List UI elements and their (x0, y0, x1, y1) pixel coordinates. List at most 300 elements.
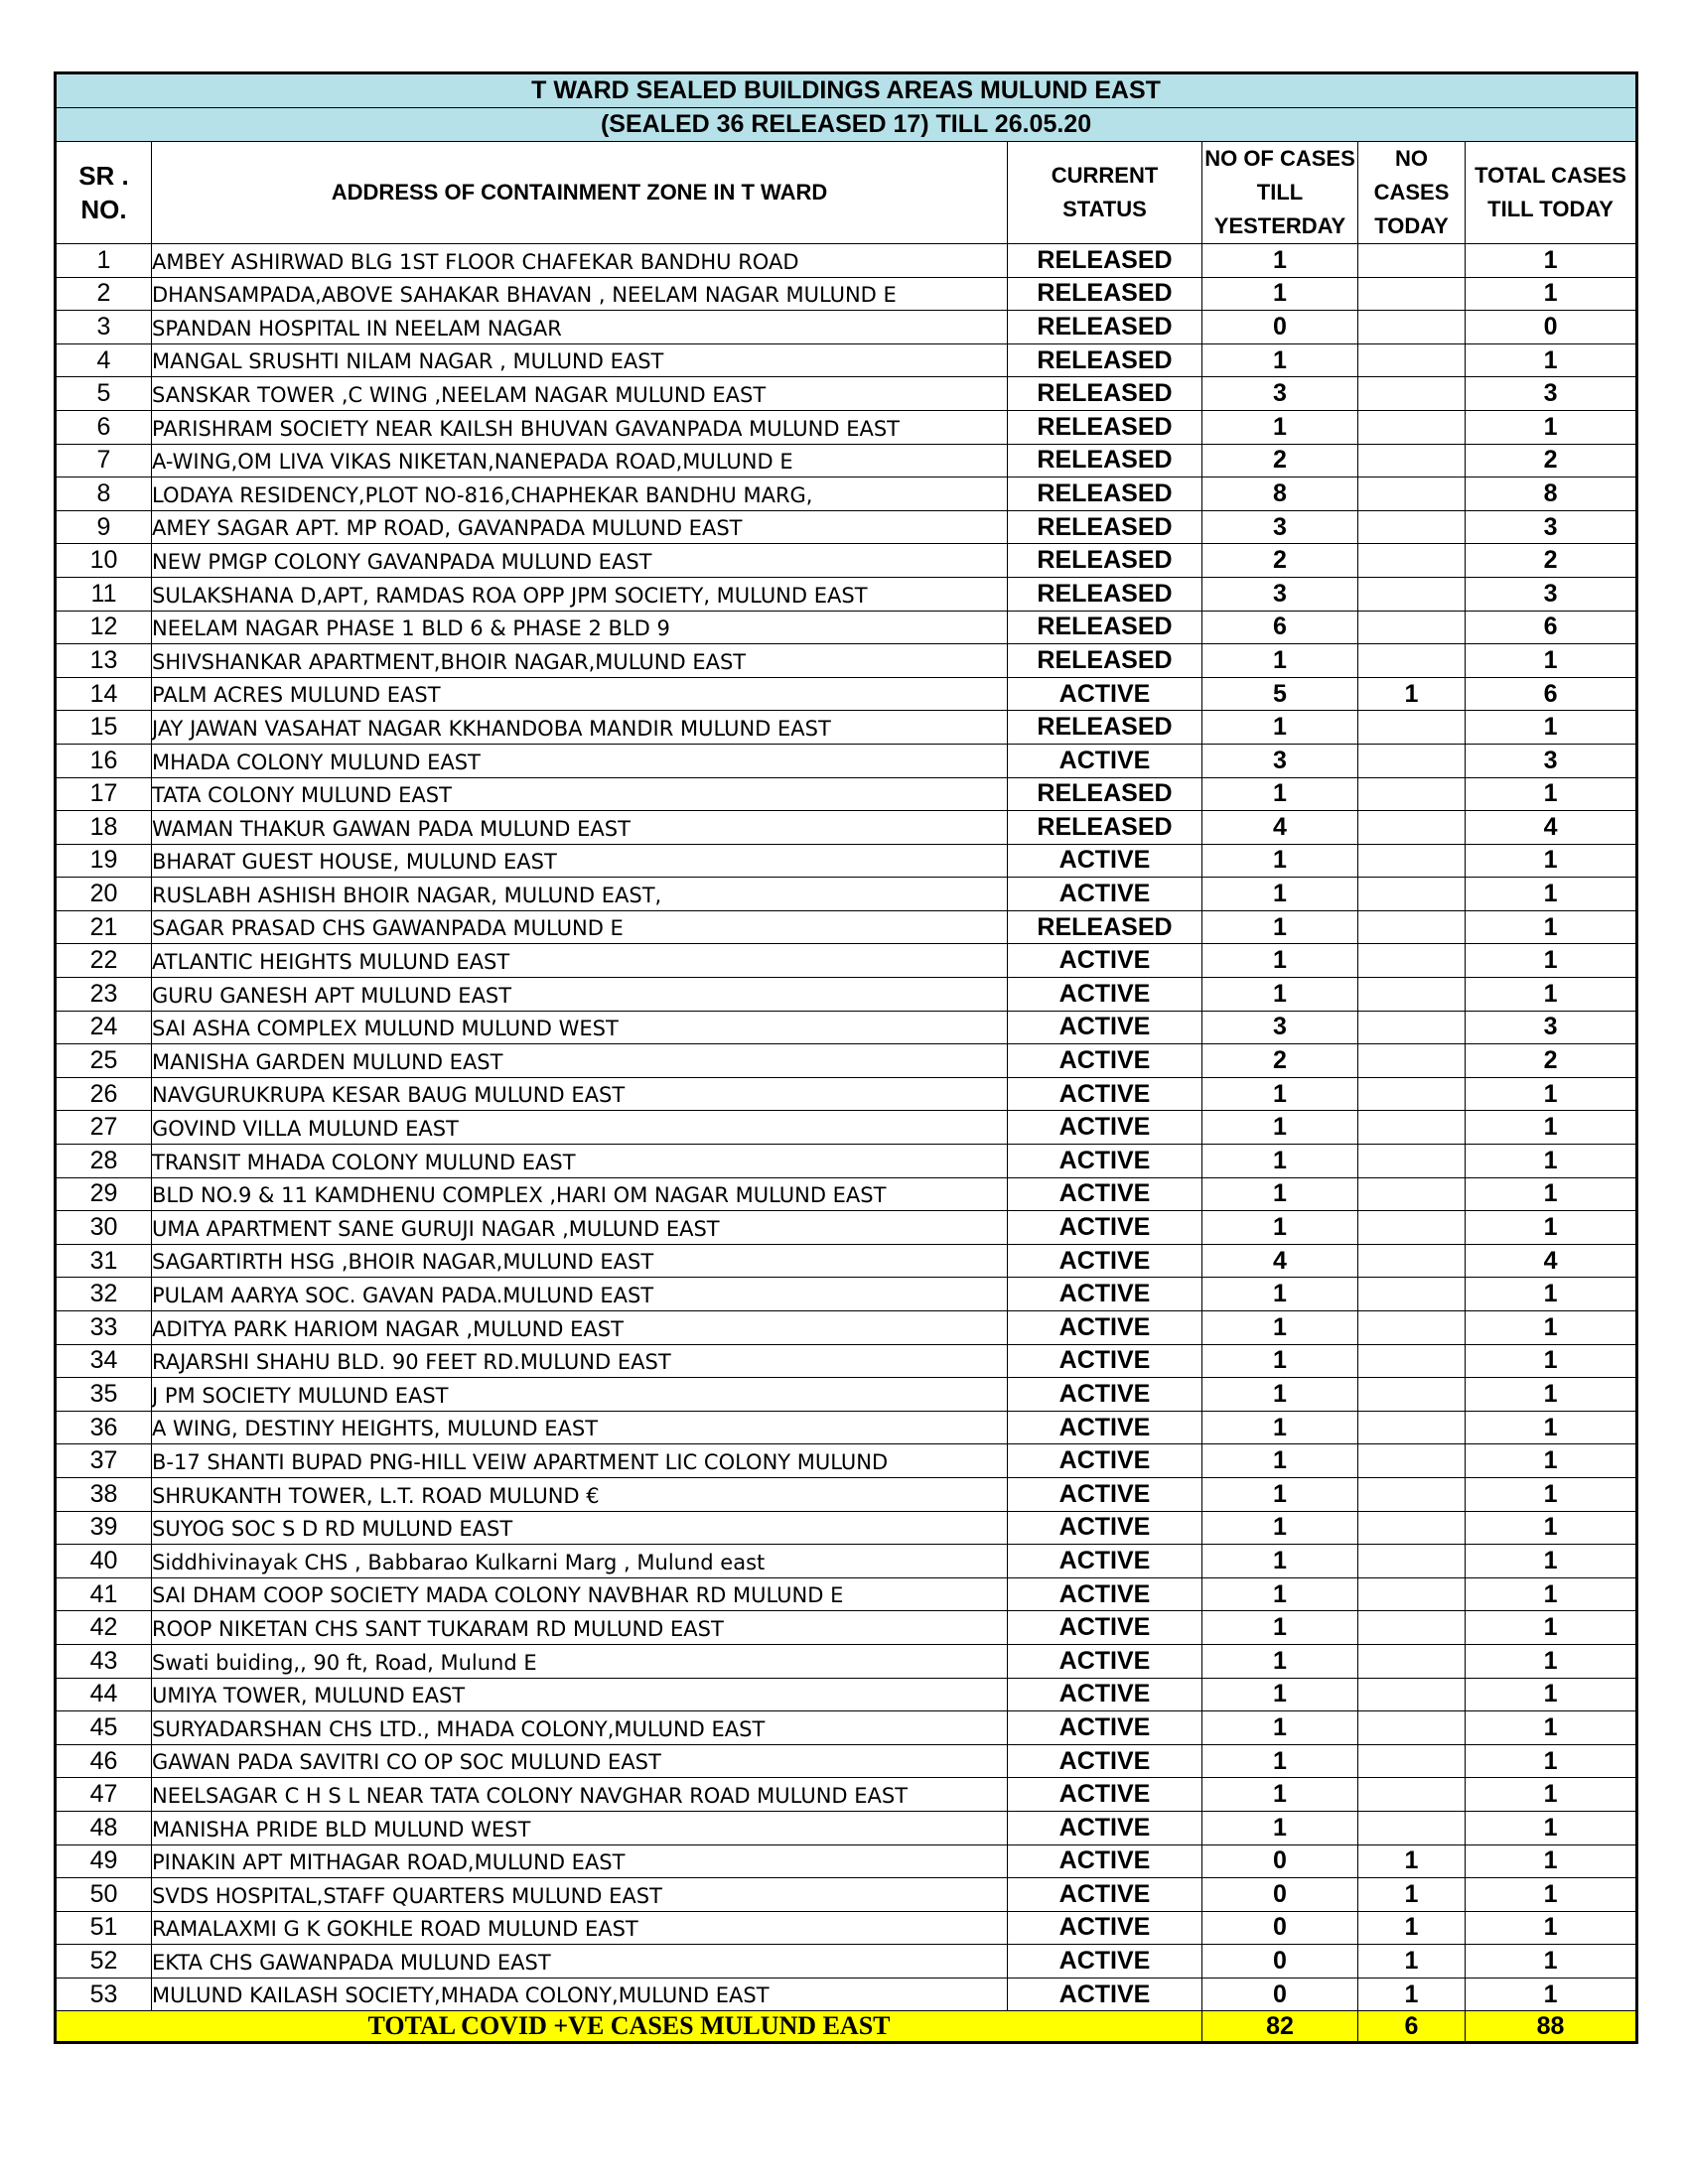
address-cell: Siddhivinayak CHS , Babbarao Kulkarni Marg , Mulund east (152, 1545, 1008, 1578)
cases-yesterday-cell: 1 (1202, 1311, 1358, 1345)
cases-today-cell: 1 (1358, 1945, 1466, 1979)
total-cases-cell: 1 (1466, 244, 1637, 278)
cases-today-cell (1358, 1011, 1466, 1044)
cases-yesterday-cell: 2 (1202, 544, 1358, 578)
table-row (56, 978, 1637, 1012)
address-cell: PARISHRAM SOCIETY NEAR KAILSH BHUVAN GAVANPADA MULUND EAST (152, 410, 1008, 444)
sr-no-cell: 21 (56, 910, 152, 944)
sr-no-cell: 35 (56, 1378, 152, 1412)
table-row (56, 1844, 1637, 1878)
cases-today-cell: 1 (1358, 677, 1466, 711)
sr-no-cell: 9 (56, 510, 152, 544)
address-cell: GURU GANESH APT MULUND EAST (152, 978, 1008, 1012)
sr-no-cell: 41 (56, 1577, 152, 1611)
cases-yesterday-cell: 1 (1202, 1444, 1358, 1478)
address-cell: SAGARTIRTH HSG ,BHOIR NAGAR,MULUND EAST (152, 1244, 1008, 1278)
header-status-line2: STATUS (1062, 197, 1147, 221)
cases-yesterday-cell: 1 (1202, 1611, 1358, 1645)
sr-no-cell: 34 (56, 1344, 152, 1378)
total-cases-cell: 1 (1466, 1611, 1637, 1645)
status-cell: ACTIVE (1008, 1244, 1202, 1278)
status-cell: ACTIVE (1008, 1511, 1202, 1545)
status-cell: ACTIVE (1008, 1145, 1202, 1178)
total-cases-cell: 1 (1466, 1111, 1637, 1145)
sr-no-cell: 37 (56, 1444, 152, 1478)
header-cases-yesterday (1202, 142, 1358, 244)
address-cell: BHARAT GUEST HOUSE, MULUND EAST (152, 844, 1008, 878)
sr-no-cell: 43 (56, 1644, 152, 1678)
address-cell: J PM SOCIETY MULUND EAST (152, 1378, 1008, 1412)
sr-no-cell: 5 (56, 377, 152, 411)
sr-no-cell: 53 (56, 1978, 152, 2011)
cases-yesterday-cell: 1 (1202, 1778, 1358, 1812)
table-row (56, 1678, 1637, 1711)
sr-no-cell: 26 (56, 1077, 152, 1111)
address-cell: ADITYA PARK HARIOM NAGAR ,MULUND EAST (152, 1311, 1008, 1345)
status-cell: ACTIVE (1008, 1644, 1202, 1678)
address-cell: ROOP NIKETAN CHS SANT TUKARAM RD MULUND EAST (152, 1611, 1008, 1645)
status-cell: ACTIVE (1008, 677, 1202, 711)
cases-yesterday-cell: 1 (1202, 910, 1358, 944)
table-subtitle: (SEALED 36 RELEASED 17) TILL 26.05.20 (56, 108, 1637, 142)
total-cases-cell: 1 (1466, 1844, 1637, 1878)
cases-yesterday-cell: 1 (1202, 644, 1358, 678)
sr-no-cell: 24 (56, 1011, 152, 1044)
cases-yesterday-cell: 1 (1202, 1477, 1358, 1511)
status-cell: ACTIVE (1008, 1711, 1202, 1745)
address-cell: SAI DHAM COOP SOCIETY MADA COLONY NAVBHAR RD MULUND E (152, 1577, 1008, 1611)
header-total-line1: TOTAL CASES (1475, 163, 1626, 188)
cases-today-cell (1358, 744, 1466, 777)
cases-today-cell (1358, 444, 1466, 478)
table-row (56, 644, 1637, 678)
address-cell: TRANSIT MHADA COLONY MULUND EAST (152, 1145, 1008, 1178)
status-cell: ACTIVE (1008, 1611, 1202, 1645)
header-sr-no (56, 142, 152, 244)
table-row (56, 1211, 1637, 1245)
table-row (56, 1511, 1637, 1545)
cases-yesterday-cell: 2 (1202, 1044, 1358, 1078)
cases-today-cell (1358, 777, 1466, 811)
sr-no-cell: 32 (56, 1278, 152, 1311)
table-row (56, 1344, 1637, 1378)
cases-yesterday-cell: 1 (1202, 1577, 1358, 1611)
table-row (56, 910, 1637, 944)
cases-yesterday-cell: 4 (1202, 1244, 1358, 1278)
cases-today-cell (1358, 544, 1466, 578)
sr-no-cell: 31 (56, 1244, 152, 1278)
address-cell: NAVGURUKRUPA KESAR BAUG MULUND EAST (152, 1077, 1008, 1111)
status-cell: ACTIVE (1008, 1044, 1202, 1078)
status-cell: ACTIVE (1008, 1211, 1202, 1245)
table-row (56, 1477, 1637, 1511)
address-cell: MHADA COLONY MULUND EAST (152, 744, 1008, 777)
cases-today-cell (1358, 1577, 1466, 1611)
table-row (56, 277, 1637, 311)
status-cell: ACTIVE (1008, 1077, 1202, 1111)
cases-yesterday-cell: 1 (1202, 1545, 1358, 1578)
table-row (56, 611, 1637, 644)
total-cases-cell: 1 (1466, 1077, 1637, 1111)
table-row (56, 544, 1637, 578)
cases-yesterday-cell: 1 (1202, 1411, 1358, 1444)
total-cases-cell: 4 (1466, 811, 1637, 845)
sr-no-cell: 47 (56, 1778, 152, 1812)
cases-today-cell (1358, 644, 1466, 678)
table-row (56, 377, 1637, 411)
header-yesterday-line3: YESTERDAY (1213, 213, 1346, 238)
status-cell: ACTIVE (1008, 1311, 1202, 1345)
table-row (56, 343, 1637, 377)
address-cell: MANISHA PRIDE BLD MULUND WEST (152, 1811, 1008, 1844)
cases-today-cell (1358, 244, 1466, 278)
total-cases-cell: 1 (1466, 1778, 1637, 1812)
address-cell: A WING, DESTINY HEIGHTS, MULUND EAST (152, 1411, 1008, 1444)
table-row (56, 811, 1637, 845)
sr-no-cell: 22 (56, 944, 152, 978)
address-cell: GAWAN PADA SAVITRI CO OP SOC MULUND EAST (152, 1744, 1008, 1778)
cases-today-cell (1358, 1177, 1466, 1211)
cases-today-cell (1358, 311, 1466, 344)
cases-yesterday-cell: 1 (1202, 844, 1358, 878)
sr-no-cell: 11 (56, 577, 152, 611)
table-row (56, 1978, 1637, 2011)
cases-yesterday-cell: 6 (1202, 611, 1358, 644)
cases-yesterday-cell: 1 (1202, 978, 1358, 1012)
cases-today-cell (1358, 811, 1466, 845)
sr-no-cell: 29 (56, 1177, 152, 1211)
status-cell: RELEASED (1008, 811, 1202, 845)
totals-row (56, 2011, 1637, 2043)
cases-today-cell (1358, 510, 1466, 544)
cases-today-cell (1358, 1278, 1466, 1311)
address-cell: RAJARSHI SHAHU BLD. 90 FEET RD.MULUND EAST (152, 1344, 1008, 1378)
total-cases-cell: 3 (1466, 744, 1637, 777)
cases-today-cell (1358, 611, 1466, 644)
sr-no-cell: 51 (56, 1911, 152, 1945)
status-cell: ACTIVE (1008, 978, 1202, 1012)
address-cell: SAGAR PRASAD CHS GAWANPADA MULUND E (152, 910, 1008, 944)
sr-no-cell: 3 (56, 311, 152, 344)
status-cell: RELEASED (1008, 577, 1202, 611)
cases-today-cell (1358, 1145, 1466, 1178)
sr-no-cell: 27 (56, 1111, 152, 1145)
address-cell: TATA COLONY MULUND EAST (152, 777, 1008, 811)
address-cell: UMA APARTMENT SANE GURUJI NAGAR ,MULUND EAST (152, 1211, 1008, 1245)
status-cell: ACTIVE (1008, 1844, 1202, 1878)
address-cell: EKTA CHS GAWANPADA MULUND EAST (152, 1945, 1008, 1979)
status-cell: RELEASED (1008, 611, 1202, 644)
status-cell: RELEASED (1008, 311, 1202, 344)
table-row (56, 410, 1637, 444)
cases-yesterday-cell: 1 (1202, 1077, 1358, 1111)
status-cell: ACTIVE (1008, 744, 1202, 777)
sr-no-cell: 20 (56, 878, 152, 911)
table-row (56, 1378, 1637, 1412)
cases-yesterday-cell: 1 (1202, 1378, 1358, 1412)
total-cases-cell: 1 (1466, 844, 1637, 878)
cases-today-cell (1358, 1378, 1466, 1412)
total-cases-cell: 1 (1466, 1145, 1637, 1178)
table-row (56, 1911, 1637, 1945)
table-row (56, 744, 1637, 777)
table-row (56, 444, 1637, 478)
table-title: T WARD SEALED BUILDINGS AREAS MULUND EAST (56, 73, 1637, 108)
sr-no-cell: 16 (56, 744, 152, 777)
status-cell: ACTIVE (1008, 1111, 1202, 1145)
address-cell: NEELSAGAR C H S L NEAR TATA COLONY NAVGHAR ROAD MULUND EAST (152, 1778, 1008, 1812)
sr-no-cell: 39 (56, 1511, 152, 1545)
cases-today-cell (1358, 1545, 1466, 1578)
total-cases-cell: 6 (1466, 677, 1637, 711)
total-cases-cell: 4 (1466, 1244, 1637, 1278)
total-cases-cell: 1 (1466, 1444, 1637, 1478)
address-cell: B-17 SHANTI BUPAD PNG-HILL VEIW APARTMENT LIC COLONY MULUND (152, 1444, 1008, 1478)
header-yesterday-line2: TILL (1256, 180, 1304, 205)
total-cases-cell: 1 (1466, 1411, 1637, 1444)
sr-no-cell: 2 (56, 277, 152, 311)
cases-today-cell (1358, 1711, 1466, 1745)
cases-today-cell (1358, 1444, 1466, 1478)
table-row (56, 944, 1637, 978)
status-cell: ACTIVE (1008, 1545, 1202, 1578)
total-cases-cell: 1 (1466, 944, 1637, 978)
sr-no-cell: 14 (56, 677, 152, 711)
status-cell: RELEASED (1008, 644, 1202, 678)
cases-yesterday-cell: 1 (1202, 343, 1358, 377)
sr-no-cell: 36 (56, 1411, 152, 1444)
total-cases-cell: 3 (1466, 377, 1637, 411)
cases-yesterday-cell: 8 (1202, 478, 1358, 511)
address-cell: A-WING,OM LIVA VIKAS NIKETAN,NANEPADA ROAD,MULUND E (152, 444, 1008, 478)
cases-today-cell (1358, 844, 1466, 878)
table-row (56, 510, 1637, 544)
cases-today-cell (1358, 1678, 1466, 1711)
cases-yesterday-cell: 4 (1202, 811, 1358, 845)
table-row (56, 1945, 1637, 1979)
sr-no-cell: 28 (56, 1145, 152, 1178)
sr-no-cell: 25 (56, 1044, 152, 1078)
cases-today-cell (1358, 277, 1466, 311)
cases-today-cell (1358, 1111, 1466, 1145)
table-row (56, 1177, 1637, 1211)
sr-no-cell: 6 (56, 410, 152, 444)
address-cell: SPANDAN HOSPITAL IN NEELAM NAGAR (152, 311, 1008, 344)
status-cell: ACTIVE (1008, 1778, 1202, 1812)
cases-today-cell (1358, 1477, 1466, 1511)
table-row (56, 1444, 1637, 1478)
status-cell: RELEASED (1008, 910, 1202, 944)
status-cell: ACTIVE (1008, 944, 1202, 978)
cases-today-cell (1358, 1644, 1466, 1678)
cases-today-cell (1358, 878, 1466, 911)
status-cell: RELEASED (1008, 343, 1202, 377)
status-cell: RELEASED (1008, 478, 1202, 511)
cases-yesterday-cell: 1 (1202, 944, 1358, 978)
total-cases-cell: 1 (1466, 1978, 1637, 2011)
sr-no-cell: 48 (56, 1811, 152, 1844)
sr-no-cell: 23 (56, 978, 152, 1012)
address-cell: NEW PMGP COLONY GAVANPADA MULUND EAST (152, 544, 1008, 578)
status-cell: ACTIVE (1008, 1811, 1202, 1844)
address-cell: SVDS HOSPITAL,STAFF QUARTERS MULUND EAST (152, 1878, 1008, 1912)
header-yesterday-line1: NO OF CASES (1204, 146, 1355, 171)
cases-yesterday-cell: 5 (1202, 677, 1358, 711)
cases-yesterday-cell: 0 (1202, 1878, 1358, 1912)
address-cell: UMIYA TOWER, MULUND EAST (152, 1678, 1008, 1711)
cases-yesterday-cell: 2 (1202, 444, 1358, 478)
cases-today-cell (1358, 711, 1466, 745)
sr-no-cell: 38 (56, 1477, 152, 1511)
cases-yesterday-cell: 1 (1202, 1211, 1358, 1245)
address-cell: PALM ACRES MULUND EAST (152, 677, 1008, 711)
cases-today-cell (1358, 910, 1466, 944)
cases-today-cell (1358, 1511, 1466, 1545)
cases-yesterday-cell: 1 (1202, 277, 1358, 311)
sr-no-cell: 17 (56, 777, 152, 811)
total-cases-cell: 1 (1466, 1511, 1637, 1545)
cases-today-cell (1358, 1244, 1466, 1278)
table-row (56, 844, 1637, 878)
address-cell: BLD NO.9 & 11 KAMDHENU COMPLEX ,HARI OM NAGAR MULUND EAST (152, 1177, 1008, 1211)
cases-today-cell (1358, 377, 1466, 411)
cases-yesterday-cell: 0 (1202, 1844, 1358, 1878)
cases-today-cell (1358, 1077, 1466, 1111)
address-cell: SHIVSHANKAR APARTMENT,BHOIR NAGAR,MULUND EAST (152, 644, 1008, 678)
status-cell: ACTIVE (1008, 1378, 1202, 1412)
header-status (1008, 142, 1202, 244)
status-cell: ACTIVE (1008, 844, 1202, 878)
address-cell: DHANSAMPADA,ABOVE SAHAKAR BHAVAN , NEELAM NAGAR MULUND E (152, 277, 1008, 311)
status-cell: RELEASED (1008, 444, 1202, 478)
total-cases-cell: 8 (1466, 478, 1637, 511)
sr-no-cell: 44 (56, 1678, 152, 1711)
sr-no-cell: 18 (56, 811, 152, 845)
table-row (56, 1711, 1637, 1745)
cases-yesterday-cell: 1 (1202, 244, 1358, 278)
address-cell: AMBEY ASHIRWAD BLG 1ST FLOOR CHAFEKAR BANDHU ROAD (152, 244, 1008, 278)
totals-yesterday: 82 (1202, 2011, 1358, 2043)
total-cases-cell: 1 (1466, 1811, 1637, 1844)
total-cases-cell: 2 (1466, 544, 1637, 578)
cases-yesterday-cell: 0 (1202, 1945, 1358, 1979)
sr-no-cell: 7 (56, 444, 152, 478)
total-cases-cell: 1 (1466, 1711, 1637, 1745)
status-cell: ACTIVE (1008, 1278, 1202, 1311)
sr-no-cell: 49 (56, 1844, 152, 1878)
status-cell: ACTIVE (1008, 1978, 1202, 2011)
sr-no-cell: 30 (56, 1211, 152, 1245)
status-cell: ACTIVE (1008, 1444, 1202, 1478)
table-row (56, 1244, 1637, 1278)
cases-yesterday-cell: 3 (1202, 744, 1358, 777)
address-cell: SURYADARSHAN CHS LTD., MHADA COLONY,MULUND EAST (152, 1711, 1008, 1745)
total-cases-cell: 1 (1466, 1744, 1637, 1778)
cases-today-cell: 1 (1358, 1844, 1466, 1878)
sr-no-cell: 46 (56, 1744, 152, 1778)
cases-today-cell (1358, 1744, 1466, 1778)
address-cell: SUYOG SOC S D RD MULUND EAST (152, 1511, 1008, 1545)
address-cell: Swati buiding,, 90 ft, Road, Mulund E (152, 1644, 1008, 1678)
address-cell: RUSLABH ASHISH BHOIR NAGAR, MULUND EAST, (152, 878, 1008, 911)
address-cell: SHRUKANTH TOWER, L.T. ROAD MULUND € (152, 1477, 1008, 1511)
address-cell: NEELAM NAGAR PHASE 1 BLD 6 & PHASE 2 BLD 9 (152, 611, 1008, 644)
status-cell: ACTIVE (1008, 878, 1202, 911)
cases-yesterday-cell: 1 (1202, 1711, 1358, 1745)
cases-today-cell (1358, 1311, 1466, 1345)
total-cases-cell: 1 (1466, 1211, 1637, 1245)
total-cases-cell: 1 (1466, 343, 1637, 377)
total-cases-cell: 3 (1466, 1011, 1637, 1044)
status-cell: ACTIVE (1008, 1011, 1202, 1044)
sr-no-cell: 15 (56, 711, 152, 745)
address-cell: RAMALAXMI G K GOKHLE ROAD MULUND EAST (152, 1911, 1008, 1945)
address-cell: JAY JAWAN VASAHAT NAGAR KKHANDOBA MANDIR MULUND EAST (152, 711, 1008, 745)
cases-today-cell (1358, 1344, 1466, 1378)
total-cases-cell: 1 (1466, 1911, 1637, 1945)
table-row (56, 1111, 1637, 1145)
header-total-cases (1466, 142, 1637, 244)
status-cell: RELEASED (1008, 777, 1202, 811)
cases-today-cell (1358, 1811, 1466, 1844)
status-cell: ACTIVE (1008, 1678, 1202, 1711)
total-cases-cell: 1 (1466, 410, 1637, 444)
header-sr-no-line1: SR . (78, 161, 129, 191)
cases-yesterday-cell: 1 (1202, 777, 1358, 811)
address-cell: SULAKSHANA D,APT, RAMDAS ROA OPP JPM SOCIETY, MULUND EAST (152, 577, 1008, 611)
table-row (56, 1644, 1637, 1678)
cases-today-cell: 1 (1358, 1911, 1466, 1945)
cases-yesterday-cell: 3 (1202, 377, 1358, 411)
table-row (56, 1411, 1637, 1444)
cases-yesterday-cell: 1 (1202, 1678, 1358, 1711)
table-row (56, 1811, 1637, 1844)
header-today-line3: TODAY (1374, 213, 1449, 238)
total-cases-cell: 1 (1466, 1678, 1637, 1711)
address-cell: PINAKIN APT MITHAGAR ROAD,MULUND EAST (152, 1844, 1008, 1878)
header-cases-today (1358, 142, 1466, 244)
address-cell: ATLANTIC HEIGHTS MULUND EAST (152, 944, 1008, 978)
totals-total: 88 (1466, 2011, 1637, 2043)
address-cell: WAMAN THAKUR GAWAN PADA MULUND EAST (152, 811, 1008, 845)
status-cell: RELEASED (1008, 377, 1202, 411)
cases-yesterday-cell: 1 (1202, 878, 1358, 911)
cases-yesterday-cell: 1 (1202, 1811, 1358, 1844)
sr-no-cell: 33 (56, 1311, 152, 1345)
total-cases-cell: 1 (1466, 878, 1637, 911)
header-today-line1: NO (1395, 146, 1428, 171)
total-cases-cell: 1 (1466, 1945, 1637, 1979)
total-cases-cell: 1 (1466, 1344, 1637, 1378)
table-row (56, 677, 1637, 711)
cases-yesterday-cell: 0 (1202, 1978, 1358, 2011)
header-total-line2: TILL TODAY (1487, 197, 1614, 221)
cases-yesterday-cell: 1 (1202, 1644, 1358, 1678)
status-cell: RELEASED (1008, 711, 1202, 745)
cases-yesterday-cell: 1 (1202, 1177, 1358, 1211)
sr-no-cell: 40 (56, 1545, 152, 1578)
cases-today-cell: 1 (1358, 1978, 1466, 2011)
header-status-line1: CURRENT (1051, 163, 1159, 188)
sr-no-cell: 4 (56, 343, 152, 377)
sr-no-cell: 45 (56, 1711, 152, 1745)
table-row (56, 1744, 1637, 1778)
table-row (56, 1044, 1637, 1078)
address-cell: MANISHA GARDEN MULUND EAST (152, 1044, 1008, 1078)
table-row (56, 1011, 1637, 1044)
sr-no-cell: 52 (56, 1945, 152, 1979)
table-row (56, 1077, 1637, 1111)
